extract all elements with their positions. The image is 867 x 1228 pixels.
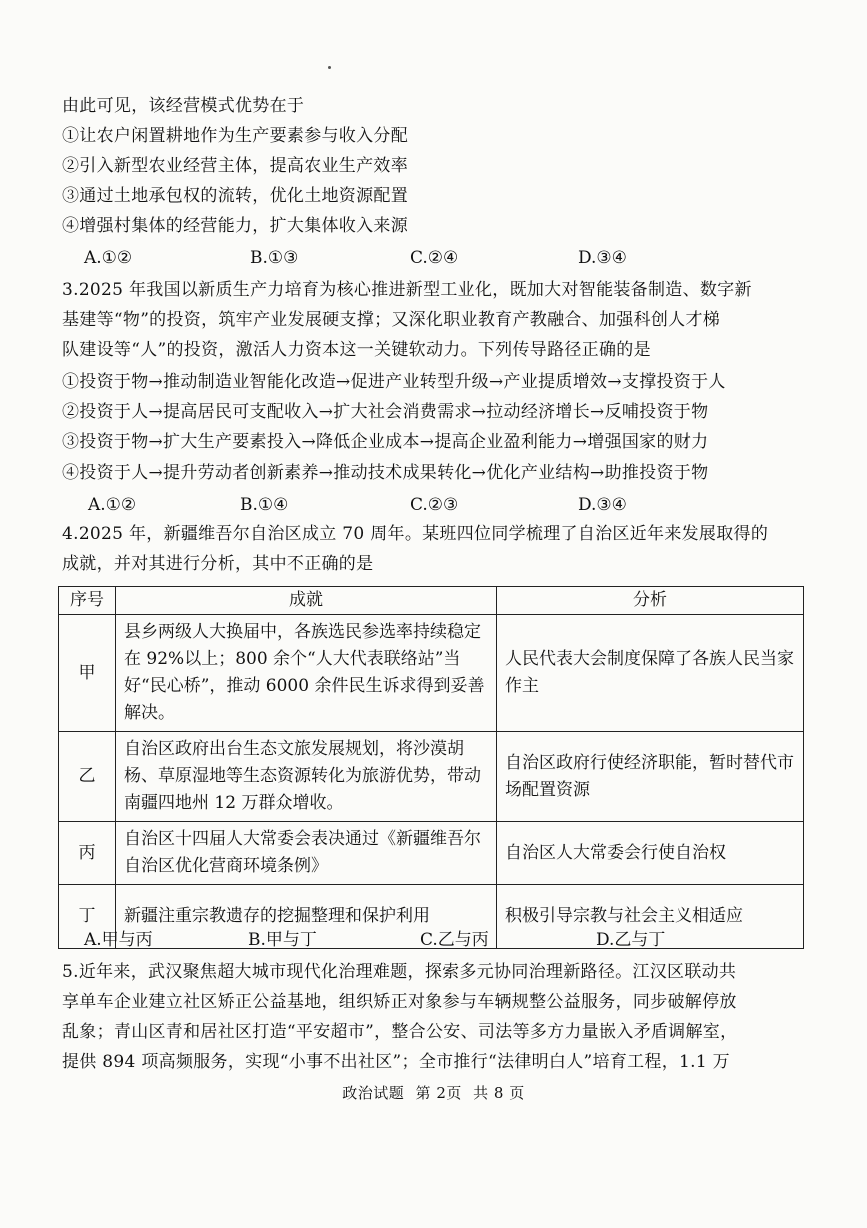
q3-option-a: A.①② <box>88 495 137 515</box>
q5-stem-line-1: 5.近年来，武汉聚焦超大城市现代化治理难题，探索多元协同治理新路径。江汉区联动共 <box>62 962 737 982</box>
q4-row-3-no: 丙 <box>59 822 116 885</box>
q4-stem-line-2: 成就，并对其进行分析，其中不正确的是 <box>62 554 374 574</box>
q5-stem-line-3: 乱象；青山区青和居社区打造“平安超市”，整合公安、司法等多方力量嵌入矛盾调解室， <box>62 1022 738 1042</box>
q4-header-analysis: 分析 <box>497 587 804 615</box>
q2-item-3: ③通过土地承包权的流转，优化土地资源配置 <box>62 186 408 206</box>
q3-option-b: B.①④ <box>240 495 289 515</box>
q2-stem-end: 由此可见，该经营模式优势在于 <box>62 96 305 116</box>
q4-table-header <box>59 587 804 615</box>
footer-total-pages: 共 8 页 <box>473 1084 525 1102</box>
q3-item-3: ③投资于物→扩大生产要素投入→降低企业成本→提高企业盈利能力→增强国家的财力 <box>62 432 709 452</box>
q2-item-1: ①让农户闲置耕地作为生产要素参与收入分配 <box>62 126 408 146</box>
q4-row-1-no: 甲 <box>59 615 116 732</box>
q4-table <box>58 586 804 949</box>
q4-row-1-analysis: 人民代表大会制度保障了各族人民当家作主 <box>497 615 804 732</box>
q4-row-2-achievement: 自治区政府出台生态文旅发展规划，将沙漠胡杨、草原湿地等生态资源转化为旅游优势，带动南疆四地州 12 万群众增收。 <box>116 732 497 822</box>
q2-item-4: ④增强村集体的经营能力，扩大集体收入来源 <box>62 216 408 236</box>
q3-stem-line-1: 3.2025 年我国以新质生产力培育为核心推进新型工业化，既加大对智能装备制造、数字新 <box>62 280 752 300</box>
q4-option-c: C.乙与丙 <box>420 930 489 950</box>
q3-option-d: D.③④ <box>578 495 627 515</box>
q4-row-1-achievement: 县乡两级人大换届中，各族选民参选率持续稳定在 92%以上；800 余个“人大代表联络站”当好“民心桥”，推动 6000 余件民生诉求得到妥善解决。 <box>116 615 497 732</box>
q3-item-2: ②投资于人→提高居民可支配收入→扩大社会消费需求→拉动经济增长→反哺投资于物 <box>62 402 709 422</box>
footer-page-number: 第 2页 <box>415 1084 462 1102</box>
q4-stem-line-1: 4.2025 年，新疆维吾尔自治区成立 70 周年。某班四位同学梳理了自治区近年来发展取得的 <box>62 524 769 544</box>
q4-row-2-no: 乙 <box>59 732 116 822</box>
q5-stem-line-2: 享单车企业建立社区矫正公益基地，组织矫正对象参与车辆规整公益服务，同步破解停放 <box>62 992 737 1012</box>
q4-option-a: A.甲与丙 <box>84 930 153 950</box>
table-row <box>59 615 804 732</box>
q4-row-4-achievement: 新疆注重宗教遗存的挖掘整理和保护利用 <box>116 885 497 949</box>
q2-item-2: ②引入新型农业经营主体，提高农业生产效率 <box>62 156 408 176</box>
table-row <box>59 732 804 822</box>
q3-stem-line-3: 队建设等“人”的投资，激活人力资本这一关键软动力。下列传导路径正确的是 <box>62 340 651 360</box>
q3-item-4: ④投资于人→提升劳动者创新素养→推动技术成果转化→优化产业结构→助推投资于物 <box>62 463 709 483</box>
q4-row-2-analysis: 自治区政府行使经济职能，暂时替代市场配置资源 <box>497 732 804 822</box>
scan-speck <box>328 66 331 69</box>
q4-option-d: D.乙与丁 <box>596 930 666 950</box>
table-row <box>59 822 804 885</box>
q4-row-4-analysis: 积极引导宗教与社会主义相适应 <box>497 885 804 949</box>
page-footer <box>0 1082 867 1103</box>
q4-option-b: B.甲与丁 <box>248 930 317 950</box>
q3-item-1: ①投资于物→推动制造业智能化改造→促进产业转型升级→产业提质增效→支撑投资于人 <box>62 372 726 392</box>
q5-stem-line-4: 提供 894 项高频服务，实现“小事不出社区”；全市推行“法律明白人”培育工程，1.1 万 <box>62 1052 730 1072</box>
q2-option-c: C.②④ <box>410 248 459 268</box>
q4-header-achievement: 成就 <box>116 587 497 615</box>
q2-option-a: A.①② <box>84 248 133 268</box>
q4-header-no: 序号 <box>59 587 116 615</box>
q2-option-b: B.①③ <box>250 248 299 268</box>
q4-row-4-no: 丁 <box>59 885 116 949</box>
footer-subject: 政治试题 <box>342 1084 405 1102</box>
q2-option-d: D.③④ <box>578 248 627 268</box>
q3-stem-line-2: 基建等“物”的投资，筑牢产业发展硬支撑；又深化职业教育产教融合、加强科创人才梯 <box>62 310 721 330</box>
q4-row-3-achievement: 自治区十四届人大常委会表决通过《新疆维吾尔自治区优化营商环境条例》 <box>116 822 497 885</box>
q4-row-3-analysis: 自治区人大常委会行使自治权 <box>497 822 804 885</box>
q3-option-c: C.②③ <box>410 495 459 515</box>
